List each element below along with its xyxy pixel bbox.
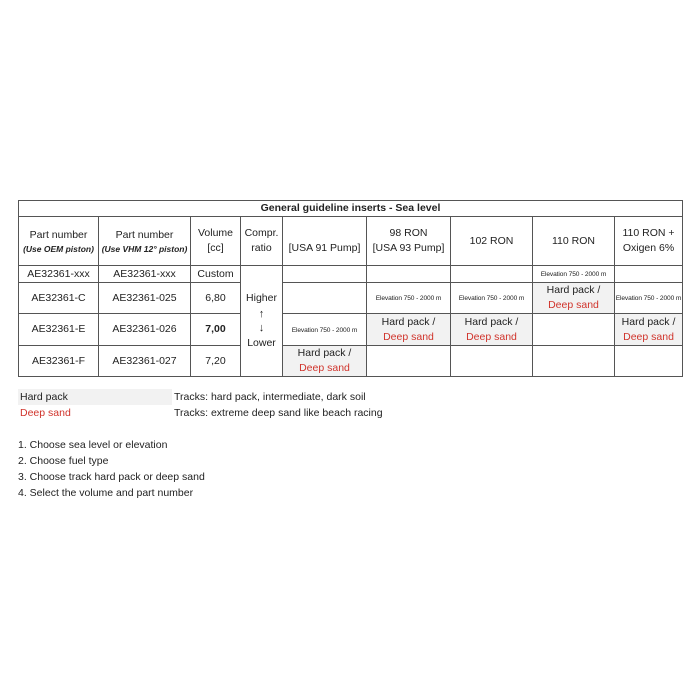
part-vhm-cell: AE32361-027	[99, 346, 191, 377]
header-110-ron: 110 RON	[533, 217, 615, 266]
step-item: 1. Choose sea level or elevation	[18, 439, 168, 451]
legend	[18, 389, 383, 421]
elevation-cell: Elevation 750 - 2000 m	[533, 266, 615, 283]
header-110-ron-oxigen: 110 RON + Oxigen 6%	[615, 217, 683, 266]
part-vhm-cell: AE32361-026	[99, 314, 191, 346]
step-item: 4. Select the volume and part number	[18, 487, 194, 499]
up-arrow-icon: ↑	[258, 308, 265, 320]
legend-hard-pack-desc: Tracks: hard pack, intermediate, dark soil	[174, 391, 366, 403]
elevation-cell: Elevation 750 - 2000 m	[451, 283, 533, 314]
header-compression-ratio: Compr. ratio	[241, 217, 283, 266]
header-98-ron: 98 RON [USA 93 Pump]	[367, 217, 451, 266]
legend-deep-sand-label: Deep sand	[20, 407, 71, 419]
elevation-cell: Elevation 750 - 2000 m	[367, 283, 451, 314]
volume-cell: 7,00	[191, 314, 241, 346]
part-oem-cell: AE32361-F	[19, 346, 99, 377]
track-cell: Hard pack / Deep sand	[451, 314, 533, 346]
lower-label: Lower	[247, 337, 276, 349]
table-row	[19, 283, 683, 314]
table-row	[19, 266, 683, 283]
volume-cell: Custom	[191, 266, 241, 283]
part-vhm-cell: AE32361-xxx	[99, 266, 191, 283]
compression-ratio-cell	[241, 266, 283, 377]
header-102-ron: 102 RON	[451, 217, 533, 266]
instruction-steps	[18, 437, 205, 501]
elevation-cell: Elevation 750 - 2000 m	[283, 314, 367, 346]
track-cell: Hard pack / Deep sand	[533, 283, 615, 314]
track-cell: Hard pack / Deep sand	[367, 314, 451, 346]
header-row	[19, 217, 683, 266]
part-oem-cell: AE32361-C	[19, 283, 99, 314]
track-cell: Hard pack / Deep sand	[615, 314, 683, 346]
legend-hard-pack	[18, 389, 383, 405]
header-part-oem: Part number (Use OEM piston)	[19, 217, 99, 266]
table-row	[19, 346, 683, 377]
down-arrow-icon: ↓	[258, 322, 265, 334]
guideline-table	[18, 200, 683, 377]
elevation-cell: Elevation 750 - 2000 m	[615, 283, 683, 314]
part-oem-cell: AE32361-xxx	[19, 266, 99, 283]
legend-hard-pack-label: Hard pack	[18, 389, 172, 405]
legend-deep-sand-desc: Tracks: extreme deep sand like beach racing	[174, 407, 383, 419]
higher-label: Higher	[246, 292, 277, 304]
header-part-vhm: Part number (Use VHM 12° piston)	[99, 217, 191, 266]
header-volume: Volume [cc]	[191, 217, 241, 266]
step-item: 2. Choose fuel type	[18, 455, 109, 467]
volume-cell: 7,20	[191, 346, 241, 377]
legend-deep-sand	[18, 405, 383, 421]
track-cell: Hard pack / Deep sand	[283, 346, 367, 377]
header-usa91: [USA 91 Pump]	[283, 217, 367, 266]
part-oem-cell: AE32361-E	[19, 314, 99, 346]
volume-cell: 6,80	[191, 283, 241, 314]
table-row	[19, 314, 683, 346]
part-vhm-cell: AE32361-025	[99, 283, 191, 314]
table-title: General guideline inserts - Sea level	[19, 201, 683, 217]
step-item: 3. Choose track hard pack or deep sand	[18, 471, 205, 483]
